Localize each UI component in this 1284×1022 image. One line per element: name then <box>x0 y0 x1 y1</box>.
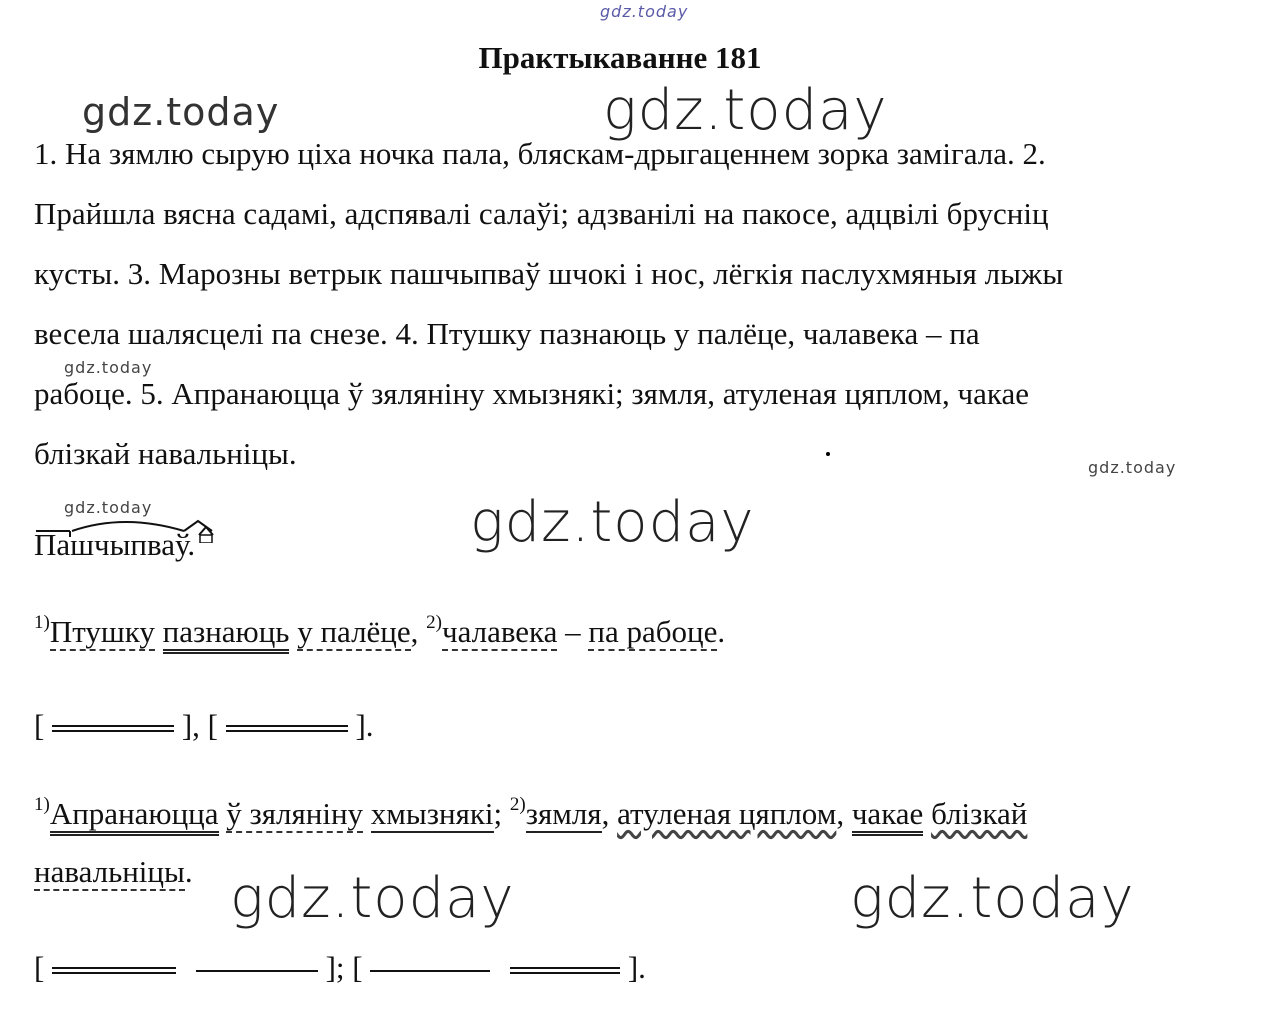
predicate-line <box>226 725 348 732</box>
predicate-line <box>510 967 620 974</box>
period: . <box>184 854 193 889</box>
clause-number: 2) <box>509 794 526 815</box>
adverbial: па рабоце <box>588 614 718 649</box>
bracket: ]. <box>347 708 374 743</box>
predicate: пазнаюць <box>163 614 290 654</box>
period: . <box>717 614 726 649</box>
text-line-4: весела шалясцелі па снезе. 4. Птушку пазнаюць у палёце, чалавека – па <box>34 316 980 351</box>
watermark: gdz.today <box>603 78 888 143</box>
morph-word: Пашчыпваў. <box>34 527 196 562</box>
bracket: [ <box>34 950 53 985</box>
attribute: блізкай <box>931 796 1028 831</box>
comma: , <box>601 796 610 831</box>
text-line-6: блізкай навальніцы. <box>34 436 297 471</box>
text-line-2: Прайшла вясна садамі, адспявалі салаўі; адзванілі на пакосе, адцвілі брусніц <box>34 196 1049 231</box>
dash: – <box>557 614 589 649</box>
scheme-1 <box>34 708 374 744</box>
watermark: gdz.today <box>470 490 755 555</box>
text-line-5: рабоце. 5. Апранаюцца ў зяляніну хмызнякі; зямля, атуленая цяплом, чакае <box>34 376 1029 411</box>
adverbial: у палёце <box>297 614 411 649</box>
watermark: gdz.today <box>230 866 515 931</box>
dot-mark <box>826 452 830 456</box>
sentence-1 <box>34 612 725 650</box>
bracket: ]. <box>620 950 646 985</box>
subject-line <box>370 970 490 972</box>
clause-number: 1) <box>34 612 50 633</box>
predicate-line <box>52 967 176 974</box>
semicolon: ; <box>493 796 503 831</box>
object: Птушку <box>49 614 155 649</box>
watermark: gdz.today <box>64 498 153 517</box>
text-line-3: кусты. 3. Марозны ветрык пашчыпваў шчокі і нос, лёгкія паслухмяныя лыжы <box>34 256 1064 291</box>
attribute: атуленая цяплом <box>617 796 837 831</box>
watermark: gdz.today <box>82 90 280 134</box>
clause-number: 2) <box>426 612 442 633</box>
sentence-2-cont <box>34 854 193 890</box>
sentence-2 <box>34 794 1027 832</box>
comma: , <box>410 614 419 649</box>
text-line-1: 1. На зямлю сырую ціха ночка пала, бляскам-дрыгаценнем зорка замігала. 2. <box>34 136 1046 171</box>
subject-line <box>196 970 318 972</box>
bracket: ]; [ <box>317 950 371 985</box>
object: чалавека <box>441 614 558 649</box>
subject: зямля <box>525 796 602 831</box>
object: навальніцы <box>34 854 185 889</box>
watermark: gdz.today <box>1088 458 1177 477</box>
watermark: gdz.today <box>64 358 153 377</box>
predicate-line <box>52 725 174 732</box>
clause-number: 1) <box>34 794 50 815</box>
predicate: Апранаюцца <box>50 796 219 836</box>
ending-box <box>200 535 212 543</box>
watermark: gdz.today <box>850 866 1135 931</box>
predicate: чакае <box>852 796 923 836</box>
comma: , <box>836 796 845 831</box>
bracket: [ <box>34 708 53 743</box>
page-title: Практыкаванне 181 <box>478 40 762 75</box>
subject: хмызнякі <box>370 796 494 831</box>
object: ў зяляніну <box>226 796 364 831</box>
bracket: ], [ <box>174 708 226 743</box>
watermark-top: gdz.today <box>600 2 689 21</box>
scheme-2 <box>34 950 646 986</box>
